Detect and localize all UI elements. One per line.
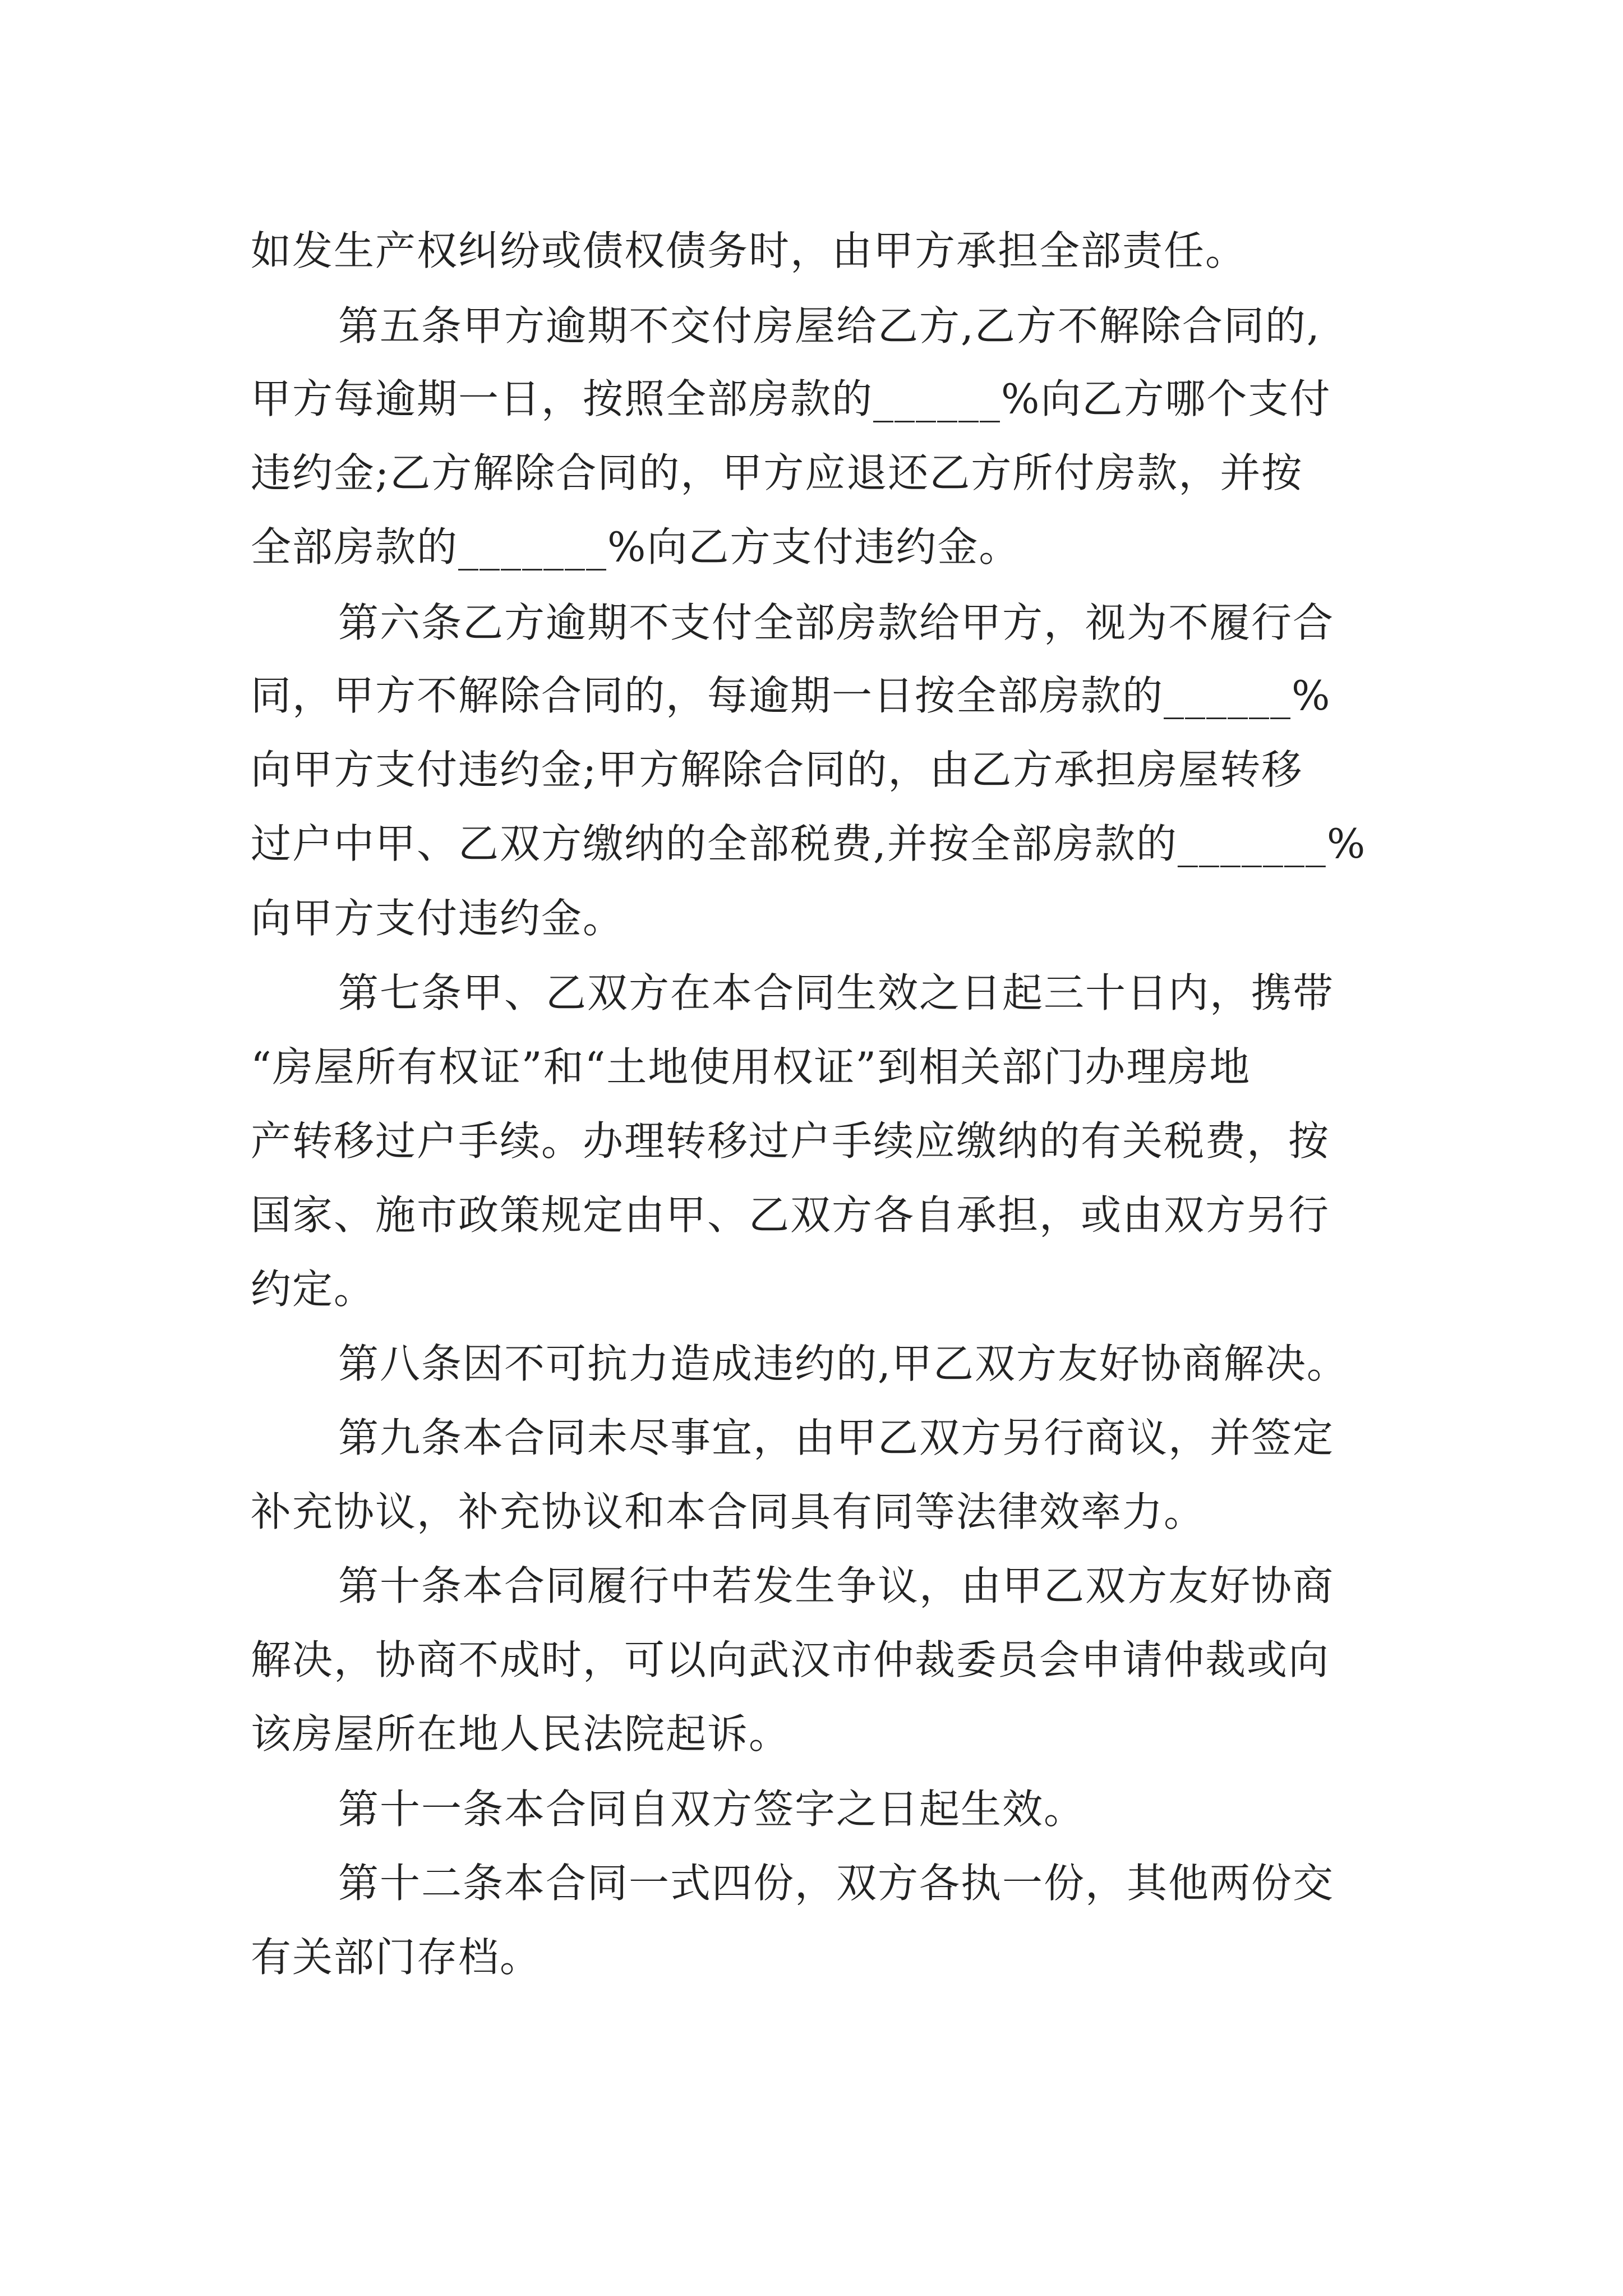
text-line: 第十条本合同履行中若发生争议，由甲乙双方友好协商: [338, 1562, 1335, 1609]
text-line: 同，甲方不解除合同的，每逾期一日按全部房款的______%: [251, 672, 1331, 719]
text-line: 第十二条本合同一式四份，双方各执一份，其他两份交: [338, 1860, 1335, 1907]
text-line: 第六条乙方逾期不支付全部房款给甲方，视为不履行合: [338, 599, 1335, 646]
text-line: 全部房款的_______%向乙方支付违约金。: [251, 523, 1021, 570]
text-line: 产转移过户手续。办理转移过户手续应缴纳的有关税费，按: [251, 1117, 1330, 1165]
text-line: 第五条甲方逾期不交付房屋给乙方,乙方不解除合同的,: [338, 302, 1321, 349]
text-line: 补充协议，补充协议和本合同具有同等法律效率力。: [251, 1488, 1206, 1535]
text-line: 向甲方支付违约金;甲方解除合同的，由乙方承担房屋转移: [251, 746, 1303, 793]
text-line: 解决，协商不成时，可以向武汉市仲裁委员会申请仲裁或向: [251, 1636, 1330, 1683]
text-line: 有关部门存档。: [251, 1934, 542, 1981]
text-line: “房屋所有权证”和“土地使用权证”到相关部门办理房地: [251, 1043, 1251, 1091]
text-line: 第八条因不可抗力造成违约的,甲乙双方友好协商解决。: [338, 1340, 1348, 1387]
text-line: 第七条甲、乙双方在本合同生效之日起三十日内，携带: [338, 969, 1335, 1016]
text-line: 违约金;乙方解除合同的，甲方应退还乙方所付房款，并按: [251, 449, 1303, 496]
text-line: 第十一条本合同自双方签字之日起生效。: [338, 1786, 1086, 1833]
text-line: 约定。: [251, 1266, 376, 1313]
text-line: 国家、施市政策规定由甲、乙双方各自承担，或由双方另行: [251, 1191, 1330, 1239]
text-line: 向甲方支付违约金。: [251, 895, 625, 942]
text-line: 如发生产权纠纷或债权债务时，由甲方承担全部责任。: [251, 227, 1247, 274]
text-line: 第九条本合同未尽事宜，由甲乙双方另行商议，并签定: [338, 1414, 1335, 1461]
text-line: 过户中甲、乙双方缴纳的全部税费,并按全部房款的_______%: [251, 820, 1367, 867]
text-line: 该房屋所在地人民法院起诉。: [251, 1710, 791, 1757]
text-line: 甲方每逾期一日，按照全部房款的______%向乙方哪个支付: [251, 375, 1331, 422]
